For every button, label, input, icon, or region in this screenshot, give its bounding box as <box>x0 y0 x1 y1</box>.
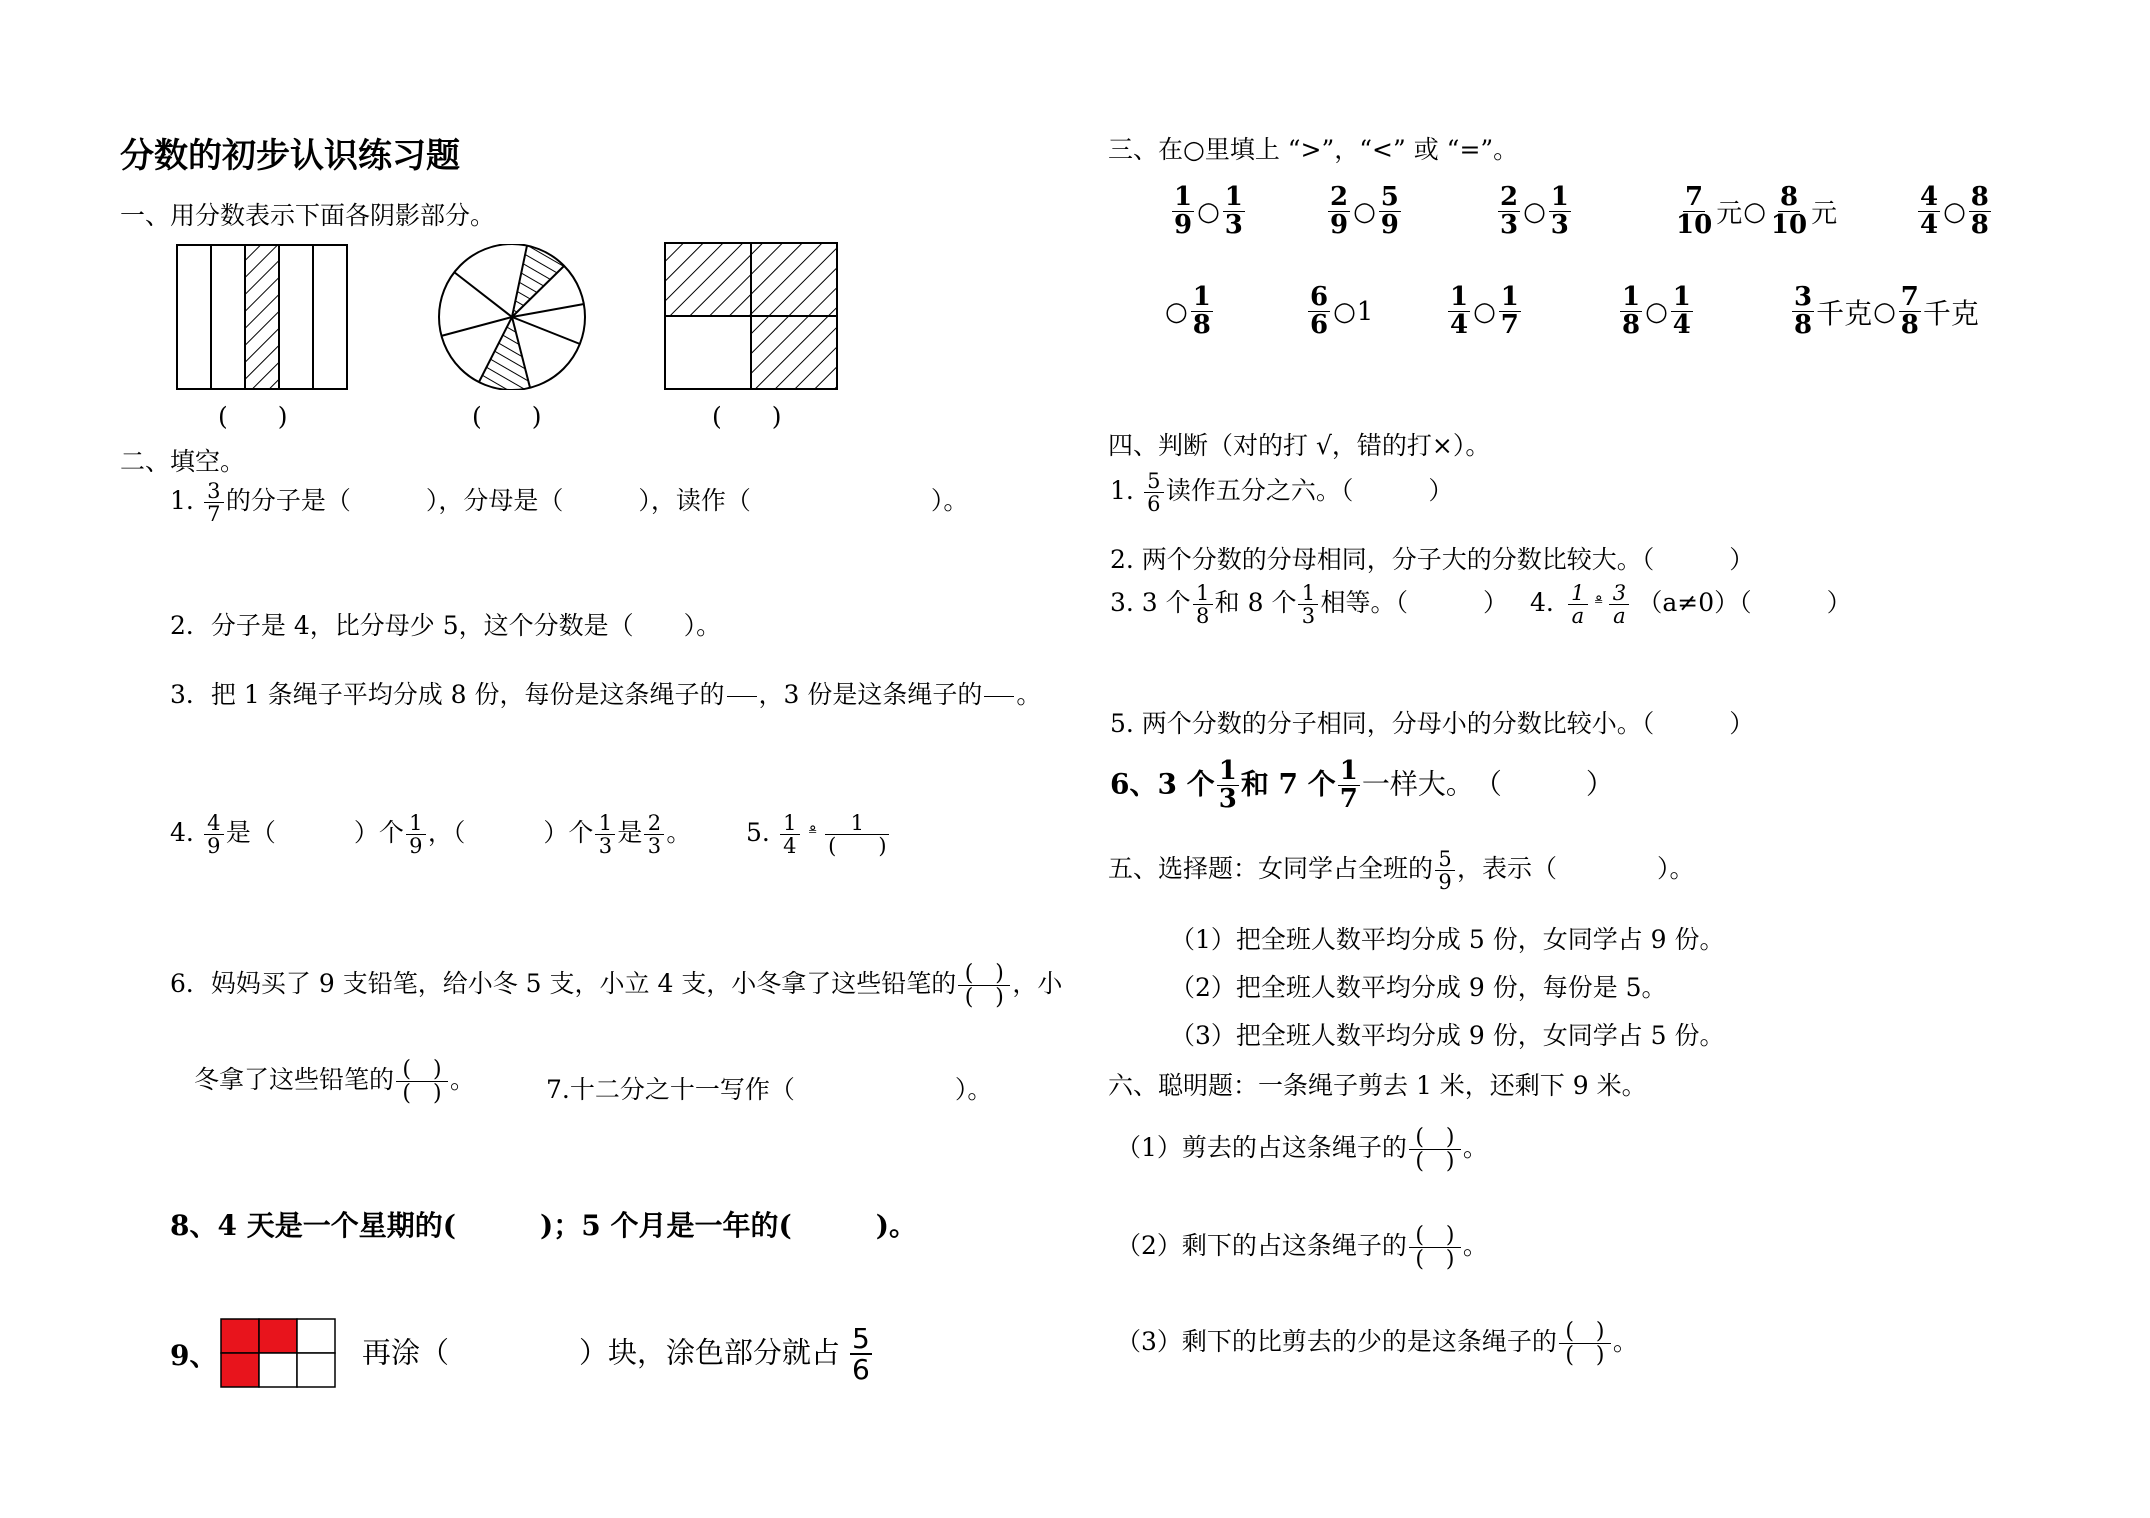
question-2-3: 3．把 1 条绳子平均分成 8 份，每份是这条绳子的 ，3 份是这条绳子的 。 <box>170 674 1041 719</box>
compare-circle[interactable]: ○ <box>1645 296 1668 327</box>
compare-circle[interactable]: ○ <box>1197 196 1220 227</box>
compare-2-1: ○ $\frac{1}{8}$ <box>1165 282 1211 341</box>
compare-circle[interactable]: ○ <box>1165 296 1188 327</box>
section1-heading: 一、用分数表示下面各阴影部分。 <box>120 201 496 230</box>
compare-circle[interactable]: ○ <box>1523 196 1546 227</box>
compare-circle[interactable]: ○ <box>1333 296 1356 327</box>
judge-4: 4. $\frac{1}{a}$ ⁼̊ $\frac{3}{a}$ （a≠0）（ ） <box>1530 581 1852 629</box>
question-2-8: 8、4 天是一个星期的( )；5 个月是一年的( )。 <box>170 1209 917 1242</box>
smart-question-2: （2）剩下的占这条绳子的 $\frac{( )}{( )}$ 。 <box>1116 1223 1488 1273</box>
compare-1-1: $\frac{1}{9}$ ○ $\frac{1}{3}$ <box>1174 182 1243 241</box>
choice-option-2[interactable]: （2）把全班人数平均分成 9 份，每份是 5。 <box>1170 973 1667 1002</box>
answer-paren-2[interactable]: ( ) <box>472 402 542 431</box>
fraction: $\frac{3}{7}$ <box>204 480 224 525</box>
judge-2: 2. 两个分数的分母相同，分子大的分数比较大。（ ） <box>1110 545 1755 574</box>
section4-heading: 四、判断（对的打 √，错的打×）。 <box>1108 431 1491 460</box>
shaded-cell <box>221 1353 259 1387</box>
question-2-2: 2．分子是 4，比分母少 5，这个分数是（ ）。 <box>170 611 722 640</box>
compare-circle[interactable]: ○ <box>1473 296 1496 327</box>
compare-2-4: $\frac{1}{8}$ ○ $\frac{1}{4}$ <box>1622 282 1691 341</box>
blank-fraction[interactable] <box>727 674 757 719</box>
smart-question-3: （3）剩下的比剪去的少的是这条绳子的 $\frac{( )}{( )}$ 。 <box>1116 1319 1638 1369</box>
question-2-9: 再涂（ ）块，涂色部分就占 $\frac{5}{6}$ <box>362 1322 870 1387</box>
section5-heading: 五、选择题：女同学占全班的 $\frac{5}{9}$ ，表示（ ）。 <box>1108 847 1695 895</box>
blank-fraction[interactable]: $\frac{( )}{( )}$ <box>1409 1224 1461 1271</box>
compare-circle[interactable]: ○ <box>1743 196 1766 227</box>
blank-fraction[interactable]: $\frac{( )}{( )}$ <box>1559 1320 1611 1367</box>
compare-circle[interactable]: ○ <box>1353 196 1376 227</box>
question-2-1: 1. $\frac{3}{7}$ 的分子是（ ），分母是（ ），读作（ ）。 <box>170 479 969 527</box>
judge-5: 5. 两个分数的分子相同，分母小的分数比较小。（ ） <box>1110 709 1755 738</box>
color-grid <box>220 1318 336 1388</box>
compare-2-2: $\frac{6}{6}$ ○ 1 <box>1310 282 1374 341</box>
blank-fraction[interactable] <box>984 674 1014 719</box>
judge-1: 1. $\frac{5}{6}$ 读作五分之六。（ ） <box>1110 469 1454 517</box>
striped-rectangle-figure <box>176 244 348 390</box>
question-2-9-num: 9、 <box>170 1339 218 1372</box>
question-2-6-cont: 冬拿了这些铅笔的 $\frac{( )}{( )}$ 。 <box>194 1057 476 1107</box>
judge-3: 3. 3 个 $\frac{1}{8}$ 和 8 个 $\frac{1}{3}$ 相等。（ ） <box>1110 581 1508 629</box>
compare-circle[interactable]: ○ <box>1873 296 1896 327</box>
blank-fraction[interactable]: $\frac{( )}{( )}$ <box>1409 1126 1461 1173</box>
question-2-5: 5. $\frac{1}{4}$ ⁼̊ $\frac{1}{( )}$ <box>746 812 891 857</box>
compare-2-3: $\frac{1}{4}$ ○ $\frac{1}{7}$ <box>1450 282 1519 341</box>
square-quarters-figure <box>664 242 838 390</box>
compare-1-3: $\frac{2}{3}$ ○ $\frac{1}{3}$ <box>1500 182 1569 241</box>
page-title: 分数的初步认识练习题 <box>120 136 460 176</box>
choice-option-3[interactable]: （3）把全班人数平均分成 9 份，女同学占 5 份。 <box>1170 1021 1725 1050</box>
shaded-cell <box>221 1319 259 1353</box>
compare-1-5: $\frac{4}{4}$ ○ $\frac{8}{8}$ <box>1920 182 1989 241</box>
blank-fraction[interactable]: $\frac{( )}{( )}$ <box>396 1058 448 1105</box>
choice-option-1[interactable]: （1）把全班人数平均分成 5 份，女同学占 9 份。 <box>1170 925 1725 954</box>
question-2-6: 6．妈妈买了 9 支铅笔，给小冬 5 支，小立 4 支，小冬拿了这些铅笔的 $\frac{( )}{( )}$ ，小 <box>170 961 1063 1011</box>
compare-circle[interactable]: ○ <box>1943 196 1966 227</box>
compare-1-4: $\frac{7}{10}$ 元 ○ $\frac{8}{10}$ 元 <box>1676 182 1838 241</box>
question-2-4: 4. $\frac{4}{9}$ 是（ ）个 $\frac{1}{9}$ ，（ ）个 $\frac{1}{3}$ 是 $\frac{2}{3}$ 。 <box>170 811 692 859</box>
answer-paren-3[interactable]: ( ) <box>712 402 782 431</box>
section3-heading: 三、在○里填上 “>”，“<” 或 “=”。 <box>1108 135 1519 164</box>
shaded-cell <box>259 1319 297 1353</box>
compare-2-5: $\frac{3}{8}$ 千克 ○ $\frac{7}{8}$ 千克 <box>1794 282 1979 341</box>
question-2-7: 7.十二分之十一写作（ ）。 <box>546 1075 993 1104</box>
section2-heading: 二、填空。 <box>120 447 246 476</box>
section6-heading: 六、聪明题：一条绳子剪去 1 米，还剩下 9 米。 <box>1108 1071 1647 1100</box>
judge-6: 6、3 个 $\frac{1}{3}$ 和 7 个 $\frac{1}{7}$ 一样大。 （ ） <box>1110 756 1614 815</box>
blank-fraction[interactable]: $\frac{1}{( )}$ <box>825 812 889 857</box>
answer-paren-1[interactable]: ( ) <box>218 402 288 431</box>
smart-question-1: （1）剪去的占这条绳子的 $\frac{( )}{( )}$ 。 <box>1116 1125 1488 1175</box>
blank-fraction[interactable]: $\frac{( )}{( )}$ <box>958 962 1010 1009</box>
pie-circle-figure <box>434 244 590 390</box>
compare-1-2: $\frac{2}{9}$ ○ $\frac{5}{9}$ <box>1330 182 1399 241</box>
